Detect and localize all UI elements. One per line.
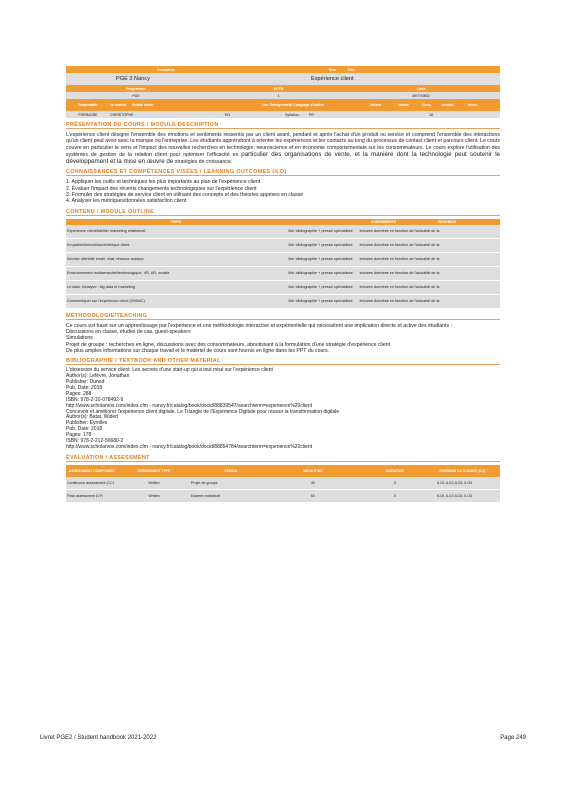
eval-component: Final assessment (CF)	[67, 493, 104, 498]
eval-weighting: 60	[311, 493, 315, 498]
bib-line: Publisher: Dunod	[66, 378, 105, 385]
syllabus-label: Syllabus:	[285, 112, 300, 117]
table-row	[66, 281, 500, 295]
col-ilo: LEARNING OUTCOMES (ILO)	[438, 468, 486, 473]
presentation-text	[66, 132, 500, 165]
eval-ilo: ILO1,ILO2,ILO3, ILO4	[437, 493, 473, 498]
bib-link[interactable]: http://www.scholarvox.com/index.cfm - nancy.fr/catalog/book/docid/88854784/searchterm=experience%20client	[66, 443, 313, 450]
ilo-item: 2. Évaluer l'impact des récents changements technologiques sur l'expérience client	[66, 185, 257, 192]
content-table	[66, 219, 500, 309]
bib-line: ISBN: 978-2-212-56680-2	[66, 438, 124, 445]
header-values-row	[66, 73, 500, 85]
eval-component: Continuous assessment (CC)	[67, 480, 114, 485]
assign-cell: Voir bibliographie + presse spécialisée	[287, 243, 353, 248]
bib-line: Pub. Date: 2018	[66, 384, 103, 391]
course-sheet	[66, 66, 500, 503]
responsable-label: Responsable	[78, 103, 98, 107]
eval-period: Examen individuel	[191, 493, 221, 498]
col-duration: DURATION	[386, 468, 404, 473]
title-label: Titre	[328, 67, 336, 72]
ects-value: 1	[277, 93, 280, 98]
ilo-item: 1. Appliquer les outils et techniques les plus importants au plan de l'expérience client	[66, 179, 261, 186]
read-cell: lectures données en fonction de l'actualité de la	[359, 229, 440, 234]
code-label: Code	[416, 86, 426, 91]
ilo-item: 4. Analyser les métriques/données satisfaction client	[66, 198, 187, 205]
class-label: Class	[422, 103, 431, 107]
assign-cell: Voir bibliographie + presse spécialisée	[287, 271, 353, 276]
presentation-paragraph: L'expérience client désigne l'ensemble des émotions et sentiments ressentis par un client avant, pendant et après l'achat d'un produit ou service et comprend l'ensemble des interactions qu'un client peut avoir avec la marque ou l'entreprise. Les étudiants appréndront à orienter les expériences et les contacts au long du processus de contact client et parcours client. Le cours couvre en particulier le sens et l'impact des nouvelles recherches en technologie, neuroscience et en économie comportementale sur les consommateurs. Le cours explore l'utilisation des systèmes de gestion de la relation client pour optimiser l'efficacité en	[66, 132, 500, 158]
bib-line: ISBN: 978-2-10-078492-9	[66, 396, 124, 403]
bibliography-list	[66, 368, 500, 451]
responsable-labels-row	[66, 99, 500, 111]
topic-cell: Le data, l'analyse : big data et marketing	[67, 285, 136, 290]
topic-cell: Environnement multisensoriel/technologique, VR, AR, mobile	[67, 271, 170, 276]
hours-label: horaire	[398, 103, 409, 107]
module-label: du module	[110, 103, 127, 107]
ilo-list	[66, 179, 500, 204]
col-topic: TOPIC	[170, 219, 182, 224]
read-cell: lectures données en fonction de l'actualité de la	[359, 271, 440, 276]
language-value: EN	[225, 112, 230, 117]
hours2-label: hours	[468, 103, 477, 107]
read-cell: lectures données en fonction de l'actualité de la	[359, 243, 440, 248]
table-row	[66, 239, 500, 253]
eval-ilo: ILO1,ILO2,ILO3, ILO4	[437, 480, 473, 485]
title-label-en: Title	[347, 67, 355, 72]
formation-label: Formation	[157, 67, 175, 72]
eval-duration: 0	[394, 493, 396, 498]
read-cell: lectures données en fonction de l'actualité de la	[359, 257, 440, 262]
eval-duration: 0	[394, 480, 396, 485]
read-cell: lectures données en fonction de l'actualité de la	[359, 299, 440, 304]
topic-cell: Communiquer sur l'expérience client (CMIMC)	[67, 299, 145, 304]
topic-cell: Expérience client/fidélité/ marketing relationnel	[67, 229, 146, 234]
eval-weighting: 40	[311, 480, 315, 485]
table-row	[66, 253, 500, 267]
bib-line: Author(s): Batat, Wided	[66, 414, 118, 421]
programme-labels-row	[66, 85, 500, 92]
eval-period: Projet de groupe	[191, 480, 218, 485]
bib-line: Pub. Date: 2018	[66, 426, 103, 433]
bibliography-heading: BIBLIOGRAPHIE / TEXTBOOK AND OTHER MATERIAL	[66, 358, 500, 365]
table-row	[66, 295, 500, 309]
content-heading: CONTENU / MODULE OUTLINE	[66, 209, 500, 216]
col-weighting: WEIGHTING	[303, 468, 323, 473]
assign-cell: Voir bibliographie + presse spécialisée	[287, 257, 353, 262]
methodology-text	[66, 323, 500, 354]
col-period: PERIOD	[224, 468, 238, 473]
eval-type: Written	[148, 493, 160, 498]
header-labels-row	[66, 66, 500, 73]
hours-value: 16	[429, 112, 433, 117]
programme-value: PGE	[132, 93, 140, 98]
bib-line: Pages: 288	[66, 390, 92, 397]
col-readings: READINGS	[438, 219, 456, 224]
methodology-line: Simulations	[66, 335, 93, 342]
responsable-first: CHRISTOPHE	[110, 112, 134, 117]
page-number: Page 249	[500, 735, 526, 741]
ilo-heading: CONNAISSANCES ET COMPÉTENCES VISÉES / LEARNING OUTCOMES (ILO)	[66, 169, 500, 176]
page-footer	[40, 735, 526, 741]
methodology-line: Ce cours est basé sur un apprentissage par l'expérience et une méthodologie interactive et expérientielle qui nécessitent une implication directe et active des étudiants :	[66, 322, 452, 329]
programme-values-row	[66, 92, 500, 99]
table-row	[66, 477, 500, 490]
evaluation-table-header	[66, 465, 500, 477]
topic-cell: Empathie/bienveillance/éthique client	[67, 243, 130, 248]
table-row	[66, 490, 500, 503]
table-row	[66, 225, 500, 239]
evaluation-table	[66, 465, 500, 503]
methodology-line: Projet de groupe : recherches en ligne, discussions avec des consommateurs, aboutissant à la formulation d'une stratégie d'expérience client	[66, 341, 391, 348]
presentation-paragraph-large: particulier des organisations de vente, et la manière dont la technologie peut soutenir le développement et la mise en œuvre de	[66, 150, 501, 166]
col-component: ASSESSMENT COMPONENT	[68, 468, 116, 473]
ilo-item: 3. Formuler des stratégies de service client en utilisant des concepts et des théories apprises en classe	[66, 192, 304, 199]
table-row	[66, 267, 500, 281]
ects-label: ECTS	[273, 86, 284, 91]
formation-value: PGE 2 Nancy	[116, 76, 150, 82]
methodology-line: De plus amples informations sur chaque travail et le matériel de cours sont fournis en ligne dans les PPT du cours.	[66, 347, 330, 354]
code-value: MKT04802	[412, 93, 430, 98]
presentation-paragraph-end: stratégies de croissance.	[174, 159, 233, 166]
language-label: Lan- Enseignement / Language of tuition	[262, 103, 324, 107]
presentation-heading: PRÉSENTATION DU COURS / MODULE DESCRIPTION	[66, 122, 500, 129]
methodology-line: Discussions en classe, études de cas, guest-speakers	[66, 328, 191, 335]
methodology-heading: MÉTHODOLOGIE/TEACHING	[66, 313, 500, 320]
topic-cell: Service clientèle email, chat, réseaux sociaux	[67, 257, 144, 262]
module-leader-label: Module leader	[132, 103, 154, 107]
contact-label: contact	[442, 103, 454, 107]
assign-cell: Voir bibliographie + presse spécialisée	[287, 299, 353, 304]
assign-cell: Voir bibliographie + presse spécialisée	[287, 285, 353, 290]
eval-type: Written	[148, 480, 160, 485]
responsable-last: PIERMORE	[78, 112, 98, 117]
footer-left: Livret PGE2 / Student handbook 2021-2022	[40, 735, 157, 741]
volume-label: Volume	[370, 103, 382, 107]
programme-label: Programme	[126, 86, 146, 91]
evaluation-heading: ÉVALUATION / ASSESSMENT	[66, 455, 500, 462]
col-type: ASSESSMENT TYPE	[137, 468, 171, 473]
syllabus-value: FR	[309, 112, 314, 117]
bib-line: Author(s): Lefèvre, Jonathan	[66, 373, 130, 380]
col-assignments: ASSIGNMENTS	[371, 219, 396, 224]
bib-link[interactable]: http://www.scholarvox.com/index.cfm - nancy.fr/catalog/book/docid/88839547/searchterm=experience%20client	[66, 402, 313, 409]
bib-line: Concevoir et améliorer l'expérience client digitale. Le Triangle de l'Expérience Digitale pour réussir la transformation digitale	[66, 408, 340, 415]
bib-line: L'obsession du service client. Les secrets d'une start-up qui a tout misé sur l'expérience client	[66, 367, 273, 374]
assign-cell: Voir bibliographie + presse spécialisée	[287, 229, 353, 234]
bib-line: Pages: 178	[66, 432, 92, 439]
read-cell: lectures données en fonction de l'actualité de la	[359, 285, 440, 290]
title-value: Expérience client	[311, 76, 354, 82]
responsable-values-row	[66, 111, 500, 118]
bib-line: Publisher: Eyrolles	[66, 420, 108, 427]
